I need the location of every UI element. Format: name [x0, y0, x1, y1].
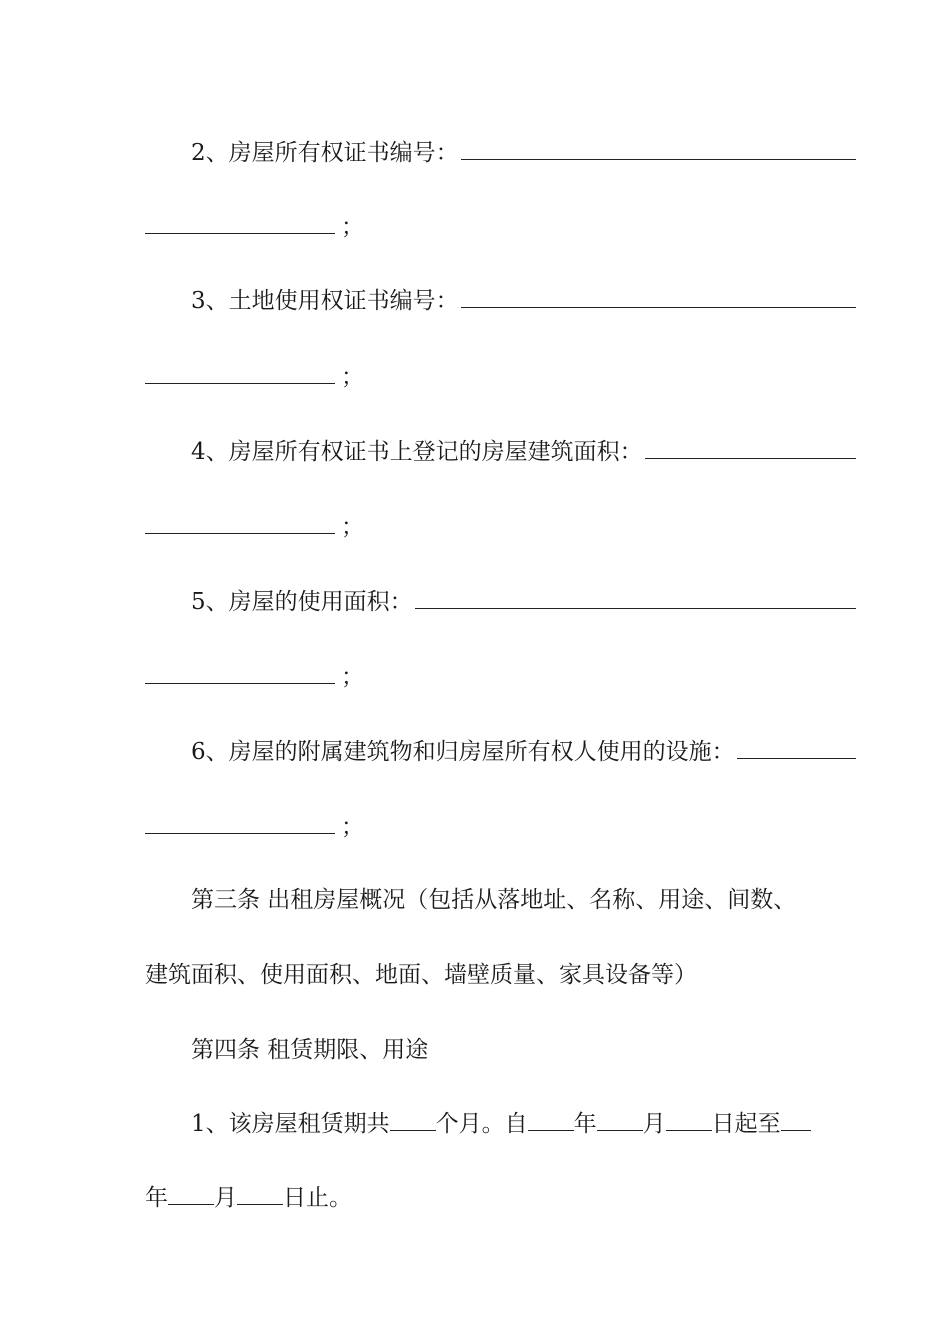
item-4-blank-field-cont[interactable]	[145, 515, 335, 534]
item-4-number: 4、	[191, 439, 229, 465]
item-3-row	[145, 286, 856, 316]
end-month-blank-field[interactable]	[168, 1186, 214, 1205]
start-year-label: 年	[573, 1111, 597, 1137]
start-day-blank-field[interactable]	[666, 1112, 712, 1131]
article-4-title: 第四条 租赁期限、用途	[191, 1037, 429, 1063]
item-4-continuation	[145, 512, 810, 542]
end-day-label: 日止。	[283, 1185, 352, 1211]
end-year-label: 年	[145, 1185, 168, 1211]
months-blank-field[interactable]	[390, 1112, 436, 1131]
semicolon: ；	[341, 214, 364, 240]
item-6-blank-field[interactable]	[737, 740, 856, 759]
item-6-row	[145, 737, 856, 767]
start-month-label: 月	[642, 1111, 666, 1137]
article-3-line-1: 第三条 出租房屋概况（包括从落地址、名称、用途、间数、	[191, 887, 797, 913]
months-label: 个月。自	[435, 1111, 528, 1137]
item-2-row	[145, 138, 856, 168]
semicolon: ；	[341, 664, 364, 690]
semicolon: ；	[341, 364, 364, 390]
item-6-blank-field-cont[interactable]	[145, 815, 335, 834]
item-5-continuation	[145, 662, 810, 692]
start-year-blank-field[interactable]	[528, 1112, 574, 1131]
item-5-blank-field-cont[interactable]	[145, 665, 335, 684]
end-month-label: 月	[214, 1185, 237, 1211]
end-day-blank-field[interactable]	[237, 1186, 283, 1205]
item-3-number: 3、	[191, 288, 229, 314]
item-2-number: 2、	[191, 140, 229, 166]
lease-term-line-1	[145, 1109, 856, 1139]
item-4-blank-field[interactable]	[645, 440, 856, 459]
semicolon: ；	[341, 814, 364, 840]
lease-term-line-2	[145, 1183, 810, 1213]
start-month-blank-field[interactable]	[597, 1112, 643, 1131]
item-5-label: 房屋的使用面积：	[228, 589, 413, 615]
item-6-continuation	[145, 812, 810, 842]
item-3-label: 土地使用权证书编号：	[228, 288, 459, 314]
lease-term-prefix: 1、该房屋租赁期共	[191, 1111, 390, 1137]
item-3-continuation	[145, 362, 810, 392]
end-year-blank-field-a[interactable]	[781, 1112, 811, 1131]
item-6-label: 房屋的附属建筑物和归房屋所有权人使用的设施：	[228, 739, 735, 765]
item-5-blank-field[interactable]	[415, 590, 856, 609]
item-2-blank-field-cont[interactable]	[145, 215, 335, 234]
item-2-continuation	[145, 212, 810, 242]
item-4-label: 房屋所有权证书上登记的房屋建筑面积：	[228, 439, 643, 465]
item-2-blank-field[interactable]	[461, 141, 856, 160]
item-3-blank-field-cont[interactable]	[145, 365, 335, 384]
item-2-label: 房屋所有权证书编号：	[228, 140, 459, 166]
item-5-number: 5、	[191, 589, 229, 615]
start-day-label: 日起至	[711, 1111, 781, 1137]
semicolon: ；	[341, 514, 364, 540]
item-6-number: 6、	[191, 739, 229, 765]
item-4-row	[145, 437, 856, 467]
item-3-blank-field[interactable]	[461, 289, 856, 308]
article-3-line-2: 建筑面积、使用面积、地面、墙壁质量、家具设备等）	[145, 962, 697, 988]
item-5-row	[145, 587, 856, 617]
